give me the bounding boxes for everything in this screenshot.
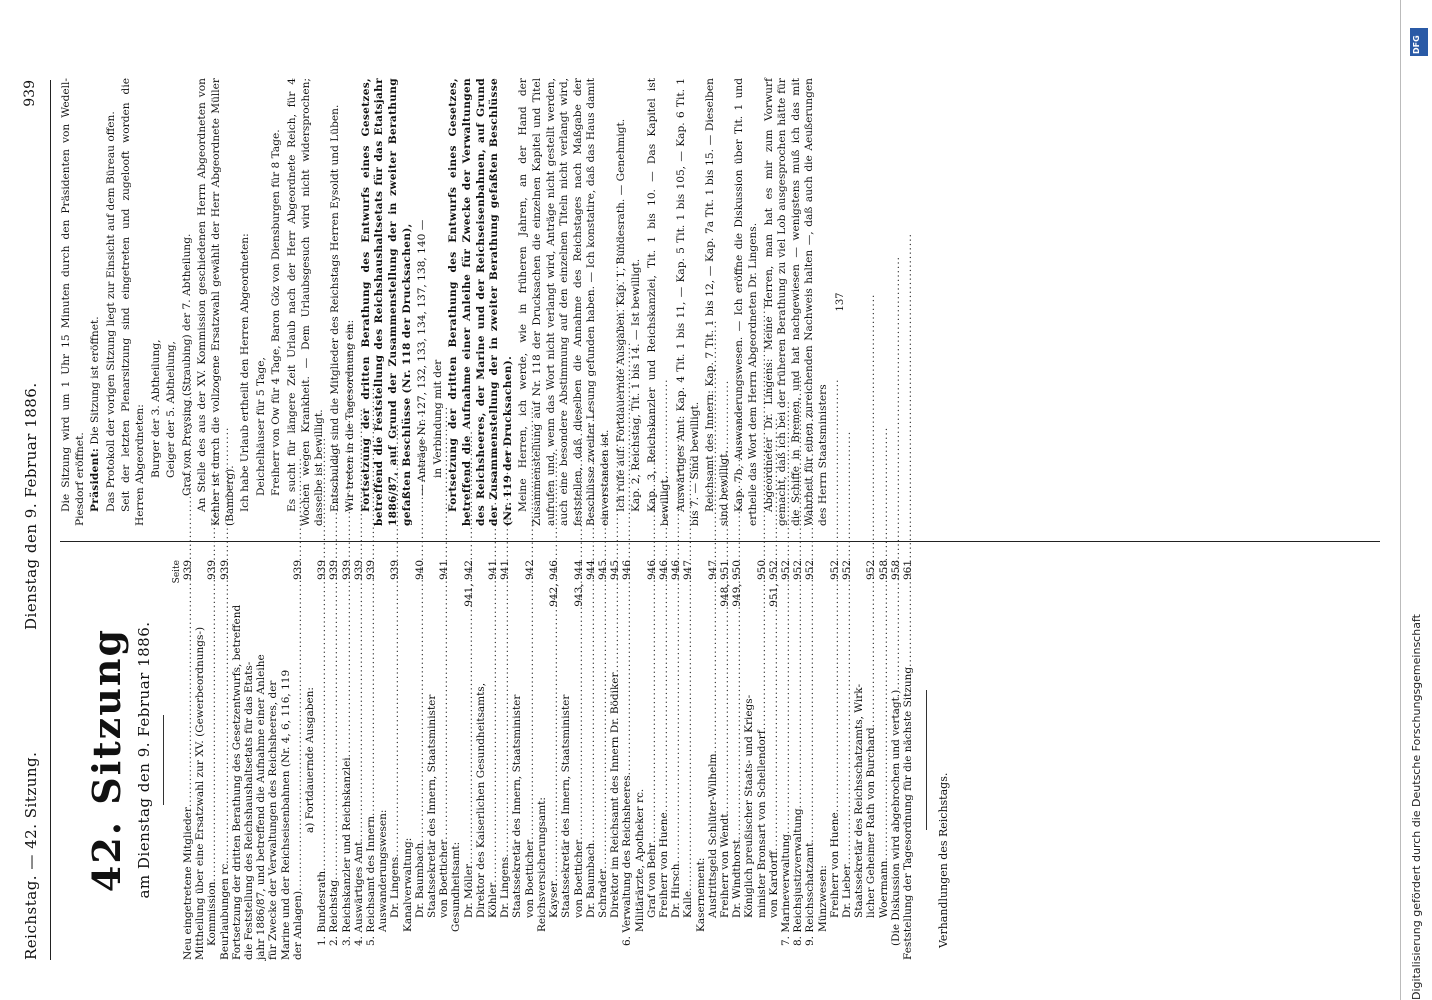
dot-leader [646,583,658,843]
toc-entry [536,560,548,960]
dot-leader [463,610,475,864]
proceedings-paragraph: Ich rufe auf: Fortdauernde Ausgaben. Kap. 1, Bundesrath. — Genehmigt. [614,118,627,512]
proceedings-paragraph: An Stelle des aus der XV. Kommission geschiedenen Herrn Abgeordneten von Kehler ist durch die vollzogene Ersatzwahl gewählt der Herr Abgeordnete Müller (Bamberg). [196,78,236,526]
toc-page-number: 948, 951 [718,560,731,607]
toc-page-number: 958 [877,560,890,581]
toc-page-number: 940 [413,560,426,581]
proceedings-paragraph [360,78,414,526]
toc-page-number: 939 [352,560,365,581]
proceedings-paragraph: Das Protokoll der vorigen Sitzung liegt zur Einsicht auf dem Büreau offen. [104,111,117,512]
toc-entry-text: 4. Auswärtiges Amt [352,841,365,946]
proceedings-paragraph: Kap. 7b, Auswanderungswesen. — Ich eröffne die Diskussion über Tit. 1 und ertheile das Wort dem Herrn Abgeordneten Dr. Lingens. [733,78,759,526]
toc-entry-text: Kayser [548,881,561,918]
toc-entry [829,560,841,960]
proceedings-paragraph [447,78,515,526]
toc-entry [280,560,292,960]
seite-label: Seite [172,560,182,584]
toc-entry-text: 1. Bundesrath [316,870,329,946]
toc-entry [304,560,316,960]
toc-entry [890,560,902,960]
toc-entry [841,560,853,960]
toc-entry [231,560,243,960]
toc-entry [756,560,768,960]
dot-leader [219,583,231,860]
speaker-name: Präsident: [89,447,102,512]
toc-entry-text: Schrader [596,868,609,918]
toc-page-number: 939 [340,560,353,581]
proceedings-paragraph: — Anträge Nr. 127, 132, 133, 134, 137, 138, 140 — [416,219,429,496]
toc-entry [609,560,621,960]
toc-entry-text: Dr. Windthorst [731,839,744,918]
dot-leader [573,610,585,840]
toc-entry [450,560,462,960]
toc-entry [670,560,682,960]
proceedings-paragraph: Ich habe Urlaub ertheilt den Herren Abgeordneten: [239,233,252,512]
toc-page-number: 946 [645,560,658,581]
toc-entry-text: Dr. Lingens [389,856,402,918]
dot-leader [621,583,633,775]
toc-entry-text: Marine und der Reichseisenbahnen (Nr. 4, 6, 116, 119 [279,669,292,960]
toc-entry-text: licher Geheimer Rath von Burchard [865,727,878,918]
toc-entry-text: Staatssekretär des Innern, Staatsminister [511,694,524,918]
toc-entry-text: a) Fortdauernde Ausgaben: [304,687,317,833]
toc-entry-text: 2. Reichstag [328,879,341,946]
toc-page-number: 952 [779,560,792,581]
toc-page-number: 942 [523,560,536,581]
dfg-badge-text: DFG [1412,35,1421,54]
rotated-page [0,40,1400,1000]
proceedings-paragraph: Graf von Preysing (Straubing) der 7. Abtheilung. [180,233,193,496]
toc-entry [743,560,755,960]
toc-entry [731,560,743,960]
session-title: 42. Sitzung [84,627,129,893]
toc-page-number: 952 [865,560,878,581]
toc-page-number: 947 [706,560,719,581]
toc-entry [206,560,218,960]
proceedings-paragraph: Freiherr von Ow für 4 Tage, Baron Göz von Diensburgen für 8 Tage. [270,129,283,496]
proceedings-paragraph: Auswärtiges Amt: Kap. 4 Tit. 1 bis 11, — Kap. 5 Tit. 1 bis 105, — Kap. 6 Tit. 1 bis 7. — Sind bewilligt. [674,78,701,526]
header-rule [50,80,51,960]
toc-page-number: 941 [438,560,451,581]
toc-page-number: 946 [621,560,634,581]
toc-entry-text: von Boetticher [523,839,536,918]
toc-entry-text: Freiherr von Wendt [718,813,731,918]
toc-page-number: 952 [804,560,817,581]
dot-leader [792,583,804,808]
toc-entry-text: (Die Diskussion wird abgebrochen und vertagt.) [889,689,902,946]
toc-entry [695,560,707,960]
toc-entry [463,560,475,960]
toc-entry-text: Dr. Baumbach [413,842,426,918]
toc-entry [878,560,890,960]
signature-number: 137 [835,292,847,312]
toc-entry [804,560,816,960]
toc-entry-text: 7. Marineverwaltung [779,834,792,946]
toc-entry [621,560,633,960]
dot-leader [585,583,597,843]
speech-text: Die Sitzung ist eröffnet. [89,316,102,448]
proceedings-paragraph: Entschuldigt sind die Mitglieder des Reichstags Herren Eysoldt und Lüben. [328,104,341,512]
toc-entry [817,560,829,960]
toc-entry [438,560,450,960]
toc-entry [865,560,877,960]
toc-entry-text: Kalle [682,890,695,918]
dot-leader [499,583,511,857]
toc-entry-text: Köhler [487,882,500,918]
toc-entry-text: Münzwesen: [816,865,829,932]
proceedings-paragraph: in Verbindung mit der [431,359,444,478]
toc-entry [719,560,731,960]
toc-entry [658,560,670,960]
toc-entry-text: 6. Verwaltung des Reichsheeres [621,775,634,946]
dot-leader [719,610,731,814]
toc-entry [341,560,353,960]
toc-entry-text: Königlich preußischer Staats- und Kriegs- [743,694,756,918]
toc-entry [365,560,377,960]
toc-entry [243,560,255,960]
toc-entry-text: Feststellung der Tagesordnung für die nächste Sitzung [901,666,914,960]
proceedings-paragraph: Reichsamt des Innern: Kap. 7 Tit. 1 bis 12, — Kap. 7a Tit. 1 bis 15. — Dieselben sind bewilligt. [704,78,730,526]
toc-entry-text: Direktor im Reichsamt des Innern Dr. Bödiker [609,672,622,918]
toc-entry-text: jahr 1886/87, und betreffend die Aufnahme einer Anleihe [255,654,268,960]
toc-page-number: 951, 952 [767,560,780,607]
header-left: Reichstag. — 42. Sitzung. [22,751,40,960]
dot-leader [890,583,902,690]
toc-entry [353,560,365,960]
toc-entry-text: Staatssekretär des Innern, Staatsminister [560,694,573,918]
toc-entry [573,560,585,960]
toc-page-number: 946 [670,560,683,581]
toc-entry-text: der Anlagen) [291,890,304,960]
toc-page-number: 939 [291,560,304,581]
toc-entry [499,560,511,960]
toc-entry [475,560,487,960]
dot-leader [804,583,816,843]
toc-page-number: 952 [828,560,841,581]
proceedings-paragraph: Geiger der 5. Abtheilung, [165,341,178,478]
toc-entry [853,560,865,960]
toc-entry [768,560,780,960]
toc-page-number: 942, 946 [548,560,561,607]
toc-entry-text: von Boetticher [438,839,451,918]
toc-entry [316,560,328,960]
dot-leader [341,583,353,757]
toc-entry-text: für Zwecke der Verwaltungen des Reichsheeres, der [267,680,280,960]
proceedings-paragraph: Kap. 3, Reichskanzler und Reichskanzlei, Tit. 1 bis 10. — Das Kapitel ist bewilligt. [645,78,672,526]
toc-entry-text: Woermann [877,860,890,918]
proceedings-paragraph: Meine Herren, ich werde, wie in früheren Jahren, an der Hand der Zusammenstellung auf Nr. 118 der Drucksachen die einzelnen Kapitel und Titel aufrufen und, wenn das Wort nicht verlangt wird, Anträge nicht gestellt werden, auch eine besondere Abstimmung auf den einzelnen Titeln nicht verlangt wird, feststellen, daß dieselben die Annahme des Reichstages nach Maßgabe der Beschlüsse zweiter Lesung gefunden haben. — Ich konstatire, daß das Haus damit einverstanden ist. [517,78,611,526]
column-separator [60,541,1380,542]
toc-entry [219,560,231,960]
toc-page-number: 949, 950 [731,560,744,607]
dot-leader [670,583,682,863]
dot-leader [731,610,743,840]
dot-leader [292,583,304,891]
toc-page-number: 939 [218,560,231,581]
toc-page-number: 943, 944 [572,560,585,607]
dot-leader [206,583,218,882]
toc-entry [792,560,804,960]
toc-entry-text: Dr. Möller [462,864,475,918]
toc-entry-text: Staatssekretär des Innern, Staatsminister [426,694,439,918]
dot-leader [780,583,792,834]
agenda-item-text: Fortsetzung der dritten Berathung des Entwurfs eines Gesetzes, betreffend die Feststellung des Reichshaushaltsetats für das Etatsjahr 1886/87, auf Grund der Zusammenstellung der in zweiter Berathung gefaßten Beschlüsse (Nr. 118 der Drucksachen), [359,78,413,526]
toc-entry-text: Austrittsgeld Schlüter-Wilhelm [706,753,719,918]
dfg-logo [1410,28,1428,56]
toc-entry-text: Dr. Hirsch [670,863,683,918]
toc-entry [426,560,438,960]
toc-entry [377,560,389,960]
running-header [22,80,50,960]
toc-entry-text: Direktor des Kaiserlichen Gesundheitsamts, [474,682,487,918]
proceedings-paragraph: Deichelhäuser für 5 Tage, [254,357,267,496]
proceedings-paragraph: Seit der letzten Plenarsitzung sind eingetreten und zugelooft worden die Herren Abgeordneten: [120,78,146,526]
dot-leader [597,583,609,869]
dot-leader [609,583,621,672]
toc-entry-text: Freiherr von Huene [828,812,841,918]
toc-entry [585,560,597,960]
toc-page-number: 952 [840,560,853,581]
toc-entry-text: Graf von Behr [645,843,658,918]
contents-end-rule [926,690,927,830]
toc-entry [548,560,560,960]
toc-entry-text: Freiherr von Huene [657,812,670,918]
dot-leader [365,583,377,816]
toc-entry-text: Auswanderungswesen: [377,809,390,932]
toc-page-number: 952 [792,560,805,581]
toc-entry [389,560,401,960]
toc-page-number: 941 [499,560,512,581]
dot-leader [548,610,560,882]
toc-entry-text: 3. Reichskanzler und Reichskanzlei [340,757,353,946]
toc-entry-text: Beurlaubungen rc. [218,860,231,960]
dot-leader [438,583,450,840]
toc-entry [682,560,694,960]
toc-entry [560,560,572,960]
proceedings-paragraph [89,78,103,526]
dot-leader [902,583,914,667]
toc-page-number: 961 [901,560,914,581]
toc-entry-text: Gesundheitsamt: [450,841,463,932]
dot-leader [707,583,719,753]
session-date: am Dienstag den 9. Februar 1886. [135,621,153,899]
toc-entry [780,560,792,960]
toc-page-number: 939 [316,560,329,581]
toc-entry [524,560,536,960]
toc-entry-text: von Boetticher [572,839,585,918]
toc-entry-text: Kommission [206,881,219,946]
toc-entry-text: Dr. Lingens [499,856,512,918]
toc-entry-text: minister Bronsart von Schellendorf [755,730,768,918]
toc-entry-text: Neu eingetretene Mitglieder [182,807,194,960]
dot-leader [865,583,877,727]
toc-entry [634,560,646,960]
toc-entry [414,560,426,960]
proceedings-text [60,78,830,526]
dot-leader [768,610,780,851]
toc-page-number: 941, 942 [462,560,475,607]
dot-leader [829,583,841,812]
toc-entry [328,560,340,960]
toc-entry-text: 9. Reichsschatzamt [804,842,817,946]
proceedings-paragraph: Abgeordneter Dr. Lingens: Meine Herren, man hat es mir zum Vorwurf gemacht, daß ich bei der früheren Berathung zu viel Lob ausgesprochen hätte für die Schiffe in Bremen, und hat nachgewiesen — wenigstens muß ich das mit Wahrheit für einen zureichenden Nachweis halten —, daß auch die Aeußerungen des Herrn Staatsministers [762,78,829,526]
toc-page-number: 941 [487,560,500,581]
header-date: Dienstag den 9. Februar 1886. [22,382,40,630]
toc-entry [255,560,267,960]
proceedings-paragraph: Es sucht für längere Zeit Urlaub nach der Herr Abgeordnete Reich, für 4 Wochen wegen Krankheit. — Dem Urlaubsgesuch wird nicht widersprochen; dasselbe ist bewilligt. [285,78,326,526]
toc-entry-text: Kasernement: [694,857,707,932]
toc-entry [182,560,194,960]
toc-entry-text: Reichsversicherungsamt: [535,797,548,932]
toc-entry [487,560,499,960]
toc-entry [402,560,414,960]
toc-entry-text: von Kardorff [767,851,780,918]
toc-page-number: 944 [584,560,597,581]
proceedings-paragraph: Die Sitzung wird um 1 Uhr 15 Minuten durch den Präsidenten von Wedell-Piesdorf eröffnet. [60,78,86,526]
agenda-item-text: Fortsetzung der dritten Berathung des Entwurfs eines Gesetzes, betreffend die Aufnahme einer Anleihe für Zwecke der Verwaltungen des Reichsheeres, der Marine und der Reichseisenbahnen, auf Grund der Zusammenstellung der in zweiter Berathung gefaßten Beschlüsse (Nr. 119 der Drucksachen). [447,78,514,526]
toc-page-number: 945 [596,560,609,581]
dot-leader [316,583,328,871]
toc-page-number: 947 [682,560,695,581]
toc-entry-text: 8. Reichsjustizverwaltung [792,808,805,946]
toc-entry [292,560,304,960]
dot-leader [353,583,365,842]
toc-page-number: 939 [328,560,341,581]
toc-entry [511,560,523,960]
dot-leader [414,583,426,843]
toc-entry-text: Mittheilung über eine Ersatzwahl zur XV. (Gewerbeordnungs-) [194,626,207,960]
dot-leader [389,583,401,857]
toc-entry [707,560,719,960]
toc-entry-text: Kanalverwaltung: [401,837,414,932]
header-page-number: 939 [22,80,38,107]
table-of-contents [182,560,914,960]
toc-entry-text: die Feststellung des Reichshaushaltsetats für das Etats- [243,661,256,960]
toc-page-number: 945 [609,560,622,581]
toc-entry [194,560,206,960]
dot-leader [524,583,536,840]
toc-page-number: 950 [755,560,768,581]
dot-leader [682,583,694,891]
dot-leader [328,583,340,880]
toc-entry-text: Staatssekretär des Reichsschatzamts, Wirk- [853,684,866,918]
dot-leader [182,583,194,807]
dot-leader [658,583,670,812]
toc-page-number: 939 [206,560,219,581]
toc-entry-text: Militärärzte, Apotheker rc. [633,788,646,932]
toc-entry-text: 5. Reichsamt des Innern [365,816,378,946]
toc-entry [646,560,658,960]
toc-page-number: 939 [389,560,402,581]
dot-leader [841,583,853,864]
dot-leader [756,583,768,730]
proceedings-paragraph: Kap. 2, Reichstag, Tit. 1 bis 14. — Ist bewilligt. [630,258,643,512]
toc-entry-text: Dr. Lieber [840,864,853,918]
toc-page-number: 946 [657,560,670,581]
margin-line [1400,0,1401,1000]
dot-leader [487,583,499,883]
proceedings-column [60,78,848,526]
toc-entry-text: Dr. Baumbach [584,842,597,918]
proceedings-paragraph: Burger der 3. Abtheilung, [149,339,162,478]
toc-page-number: 939 [365,560,378,581]
toc-entry-text: Fortsetzung der dritten Berathung des Gesetzentwurfs, betreffend [230,604,243,960]
toc-page-number: 958 [889,560,902,581]
contents-column [60,560,950,960]
title-rule [163,715,164,805]
dfg-credit: Digitalisierung gefördert durch die Deutsche Forschungsgemeinschaft [1410,614,1423,1000]
toc-page-number: 939 [182,560,194,581]
toc-entry [597,560,609,960]
dot-leader [878,583,890,861]
proceedings-paragraph: Wir treten in die Tagesordnung ein: [344,319,357,512]
verhandlungen-footer: Verhandlungen des Reichstags. [937,772,951,948]
toc-entry [902,560,914,960]
toc-entry [267,560,279,960]
